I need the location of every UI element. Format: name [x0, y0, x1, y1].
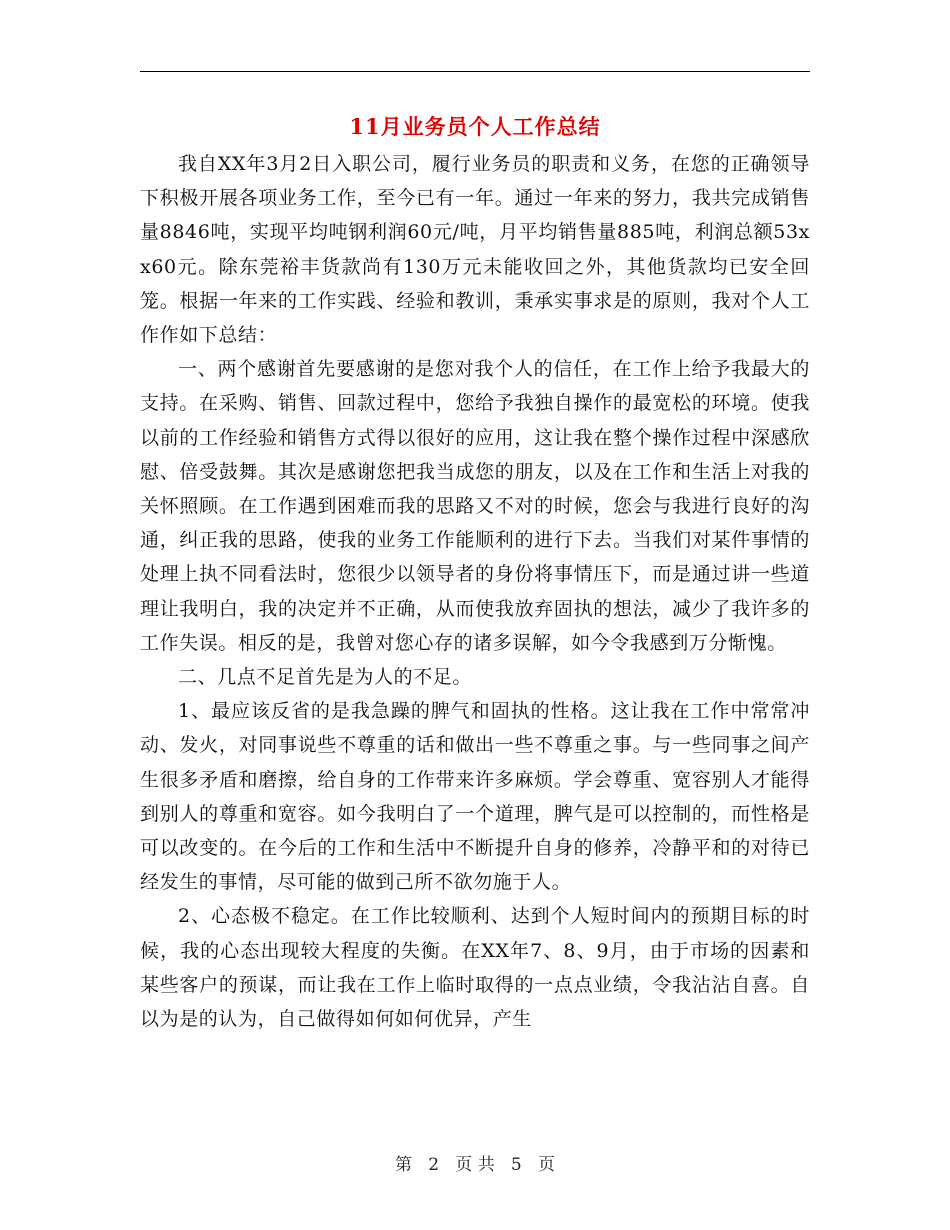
footer-prefix: 第: [395, 1155, 413, 1175]
footer-middle: 页 共: [455, 1155, 495, 1175]
document-title: 11月业务员个人工作总结: [349, 114, 601, 139]
footer-suffix: 页: [537, 1155, 555, 1175]
paragraph-shortcoming-1: 1、最应该反省的是我急躁的脾气和固执的性格。这让我在工作中常常冲动、发火，对同事说些不尊重的话和做出一些不尊重之事。与一些同事之间产生很多矛盾和磨擦，给自身的工作带来许多麻烦。学会尊重、宽容别人才能得到别人的尊重和宽容。如今我明白了一个道理，脾气是可以控制的，而性格是可以改变的。在今后的工作和生活中不断提升自身的修养，冷静平和的对待已经发生的事情，尽可能的做到己所不欲勿施于人。: [140, 700, 810, 894]
footer-total-pages: 5: [510, 1155, 522, 1175]
page-number-footer: [140, 1153, 810, 1177]
header-rule: [140, 71, 810, 72]
paragraph-shortcomings-heading: 二、几点不足首先是为人的不足。: [178, 666, 473, 689]
document-body: [140, 147, 810, 1036]
paragraph-thanks: 一、两个感谢首先要感谢的是您对我个人的信任，在工作上给予我最大的支持。在采购、销售、回款过程中，您给予我独自操作的最宽松的环境。使我以前的工作经验和销售方式得以很好的应用，这让我在整个操作过程中深感欣慰、倍受鼓舞。其次是感谢您把我当成您的朋友，以及在工作和生活上对我的关怀照顾。在工作遇到困难而我的思路又不对的时候，您会与我进行良好的沟通，纠正我的思路，使我的业务工作能顺利的进行下去。当我们对某件事情的处理上执不同看法时，您很少以领导者的身份将事情压下，而是通过讲一些道理让我明白，我的决定并不正确，从而使我放弃固执的想法，减少了我许多的工作失误。相反的是，我曾对您心存的诸多误解，如今令我感到万分惭愧。: [140, 358, 810, 654]
paragraph-intro: 我自XX年3月2日入职公司，履行业务员的职责和义务，在您的正确领导下积极开展各项业务工作，至今已有一年。通过一年来的努力，我共完成销售量8846吨，实现平均吨钢利润60元/吨，月平均销售量885吨，利润总额53xx60元。除东莞裕丰货款尚有130万元未能收回之外，其他货款均已安全回笼。根据一年来的工作实践、经验和教训，秉承实事求是的原则，我对个人工作作如下总结：: [140, 153, 810, 347]
footer-current-page: 2: [428, 1155, 440, 1175]
paragraph-shortcoming-2: 2、心态极不稳定。在工作比较顺利、达到个人短时间内的预期目标的时候，我的心态出现较大程度的失衡。在XX年7、8、9月，由于市场的因素和某些客户的预谋，而让我在工作上临时取得的一点点业绩，令我沾沾自喜。自以为是的认为，自己做得如何如何优异，产生: [140, 905, 810, 1031]
